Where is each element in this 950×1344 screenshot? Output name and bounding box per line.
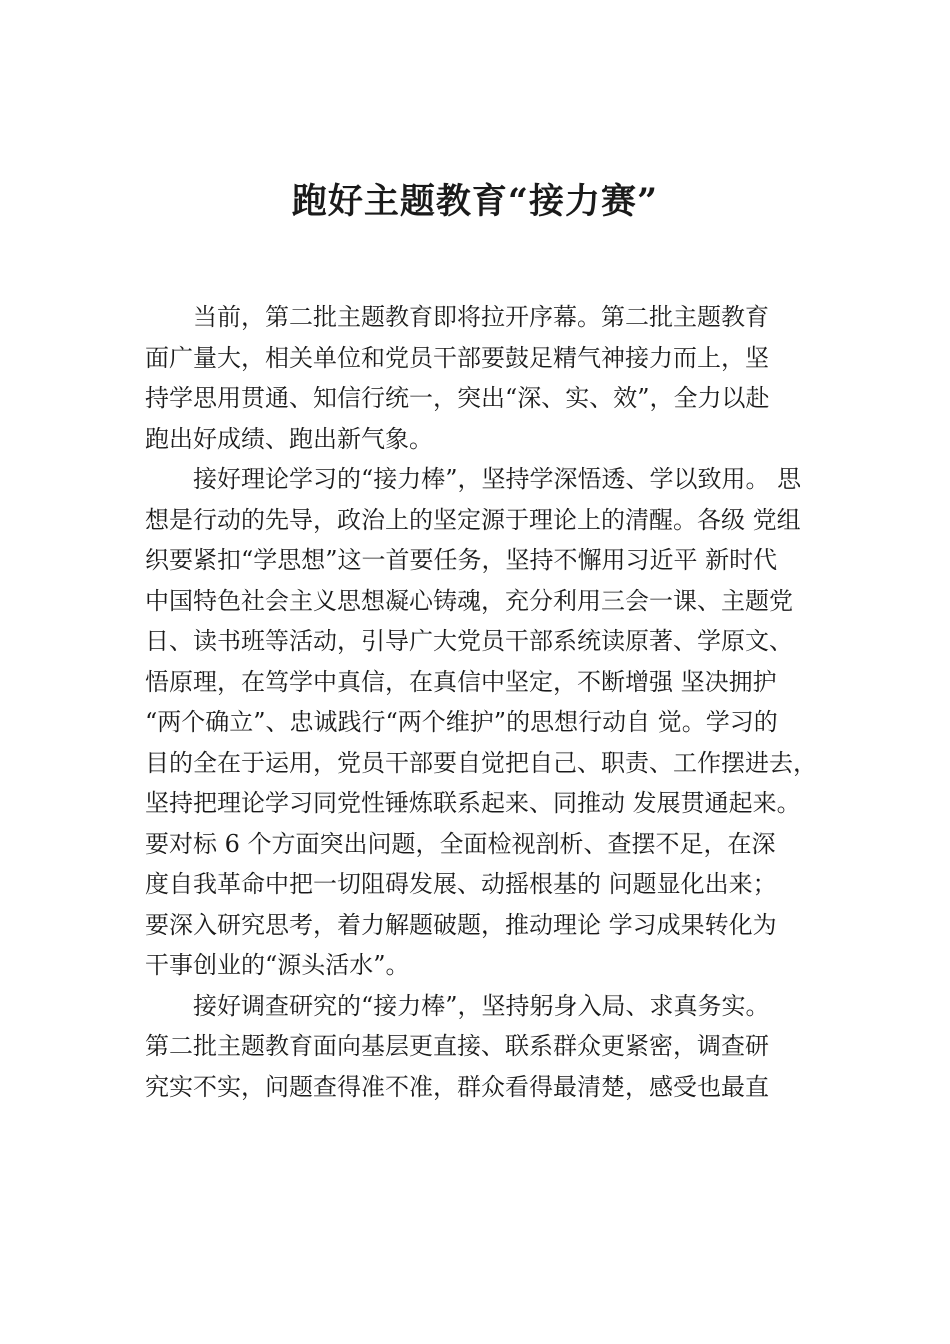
text-line: 悟原理，在笃学中真信，在真信中坚定，不断增强 坚决拥护 — [145, 667, 777, 696]
text-line: 织要紧扣“学思想”这一首要任务，坚持不懈用习近平 新时代 — [145, 546, 778, 574]
text-line: 日、读书班等活动，引导广大党员干部系统读原著、学原文、 — [145, 627, 793, 655]
text-line: 要深入研究思考，着力解题破题，推动理论 学习成果转化为 — [145, 910, 777, 939]
text-line: 当前，第二批主题教育即将拉开序幕。第二批主题教育 — [193, 303, 769, 331]
text-line: 要对标 6 个方面突出问题，全面检视剖析、查摆不足，在深 — [145, 829, 776, 858]
text-line: 想是行动的先导，政治上的坚定源于理论上的清醒。各级 党组 — [145, 505, 801, 534]
text-line: 第二批主题教育面向基层更直接、联系群众更紧密，调查研 — [145, 1032, 769, 1060]
text-line: 干事创业的“源头活水”。 — [145, 951, 410, 979]
text-line: 跑出好成绩、跑出新气象。 — [145, 424, 433, 453]
document-body — [145, 297, 835, 1107]
text-line: 中国特色社会主义思想凝心铸魂，充分利用三会一课、主题党 — [145, 586, 793, 615]
text-line: 度自我革命中把一切阻碍发展、动摇根基的 问题显化出来； — [145, 870, 777, 898]
text-line: 目的全在于运用，党员干部要自觉把自己、职责、工作摆进去， — [145, 748, 817, 777]
text-line: 接好理论学习的“接力棒”，坚持学深悟透、学以致用。 思 — [193, 465, 802, 493]
text-line: 究实不实，问题查得准不准，群众看得最清楚，感受也最直 — [145, 1072, 769, 1101]
document-title: 跑好主题教育“接力赛” — [291, 181, 659, 222]
text-line: 坚持把理论学习同党性锤炼联系起来、同推动 发展贯通起来。 — [145, 789, 801, 817]
text-line: “两个确立”、忠诚践行“两个维护”的思想行动自 觉。学习的 — [145, 708, 778, 736]
text-line: 接好调查研究的“接力棒”，坚持躬身入局、求真务实。 — [193, 991, 770, 1020]
text-line: 面广量大，相关单位和党员干部要鼓足精气神接力而上，坚 — [145, 343, 769, 372]
text-line: 持学思用贯通、知信行统一，突出“深、实、效”，全力以赴 — [145, 384, 770, 412]
